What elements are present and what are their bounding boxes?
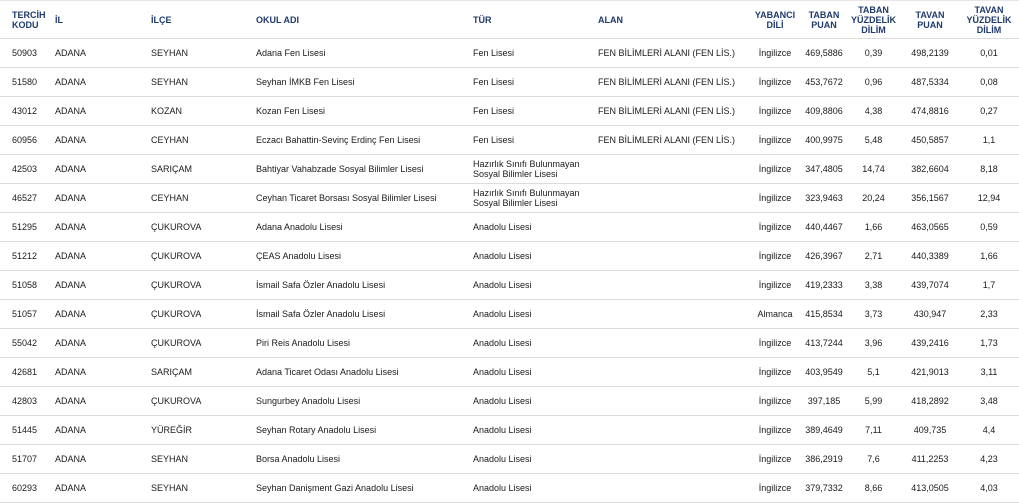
cell-tavan-puan: 413,0505: [911, 482, 949, 493]
cell-taban-puan: 403,9549: [805, 366, 843, 377]
cell-yabanci-dili: İngilizce: [758, 279, 792, 290]
cell-tavan-yuzdelik: 3,48: [980, 395, 998, 406]
cell-taban-yuzdelik: 5,99: [864, 395, 883, 406]
cell-tercih-kodu: 51580: [12, 76, 38, 87]
top-divider: [0, 0, 1019, 1]
cell-taban-puan: 469,5886: [805, 47, 843, 58]
cell-il: ADANA: [55, 424, 87, 435]
cell-taban-yuzdelik: 20,24: [862, 192, 885, 203]
cell-yabanci-dili: İngilizce: [758, 482, 792, 493]
cell-ilce: ÇUKUROVA: [151, 308, 202, 319]
cell-il: ADANA: [55, 337, 87, 348]
cell-okul-adi: İsmail Safa Özler Anadolu Lisesi: [256, 279, 386, 290]
header-taban-puan: TABAN PUAN: [808, 10, 840, 30]
cell-il: ADANA: [55, 453, 87, 464]
cell-tercih-kodu: 51212: [12, 250, 38, 261]
cell-alan: [598, 474, 748, 503]
cell-tercih-kodu: 46527: [12, 192, 38, 203]
cell-il: ADANA: [55, 76, 87, 87]
cell-tur: Anadolu Lisesi: [473, 424, 532, 435]
cell-il: ADANA: [55, 279, 87, 290]
cell-tercih-kodu: 50903: [12, 47, 38, 58]
cell-okul-adi: Adana Fen Lisesi: [256, 47, 326, 58]
cell-tercih-kodu: 42681: [12, 366, 38, 377]
header-taban-yuzdelik: TABAN YÜZDELİK DİLİM: [851, 5, 896, 35]
cell-tur: Fen Lisesi: [473, 105, 515, 116]
table-row: [0, 213, 1019, 242]
cell-okul-adi: Seyhan İMKB Fen Lisesi: [256, 76, 355, 87]
cell-tur: Hazırlık Sınıfı Bulunmayan Sosyal Bilimler Lisesi: [473, 158, 580, 179]
cell-okul-adi: Borsa Anadolu Lisesi: [256, 453, 341, 464]
cell-alan: [598, 300, 748, 329]
cell-taban-puan: 347,4805: [805, 163, 843, 174]
cell-yabanci-dili: Almanca: [757, 308, 793, 319]
cell-tavan-puan: 474,8816: [911, 105, 949, 116]
cell-alan: FEN BİLİMLERİ ALANI (FEN LİS.): [598, 47, 736, 58]
cell-tercih-kodu: 42803: [12, 395, 38, 406]
cell-taban-puan: 409,8806: [805, 105, 843, 116]
cell-okul-adi: Kozan Fen Lisesi: [256, 105, 326, 116]
cell-tavan-yuzdelik: 4,4: [982, 424, 996, 435]
cell-taban-puan: 379,7332: [805, 482, 843, 493]
cell-tur: Anadolu Lisesi: [473, 279, 532, 290]
cell-tavan-puan: 382,6604: [911, 163, 949, 174]
cell-tercih-kodu: 51295: [12, 221, 38, 232]
cell-tur: Anadolu Lisesi: [473, 250, 532, 261]
cell-taban-yuzdelik: 7,6: [867, 453, 880, 464]
table-row: [0, 300, 1019, 329]
cell-tercih-kodu: 55042: [12, 337, 38, 348]
cell-okul-adi: Adana Anadolu Lisesi: [256, 221, 343, 232]
header-yabanci-dili: YABANCI DİLİ: [754, 10, 796, 30]
cell-tavan-puan: 409,735: [913, 424, 947, 435]
table-body: [0, 39, 1019, 503]
cell-alan: [598, 242, 748, 271]
cell-tur: Anadolu Lisesi: [473, 221, 532, 232]
header-il: İL: [55, 15, 63, 25]
cell-okul-adi: Piri Reis Anadolu Lisesi: [256, 337, 351, 348]
cell-ilce: CEYHAN: [151, 192, 189, 203]
cell-tavan-puan: 430,947: [913, 308, 947, 319]
cell-tur: Hazırlık Sınıfı Bulunmayan Sosyal Bilimler Lisesi: [473, 187, 580, 208]
cell-ilce: ÇUKUROVA: [151, 279, 202, 290]
cell-il: ADANA: [55, 250, 87, 261]
cell-tercih-kodu: 51445: [12, 424, 38, 435]
cell-il: ADANA: [55, 192, 87, 203]
table-row: [0, 155, 1019, 184]
cell-tur: Anadolu Lisesi: [473, 482, 532, 493]
cell-ilce: YÜREĞİR: [151, 424, 193, 435]
cell-yabanci-dili: İngilizce: [758, 250, 792, 261]
cell-yabanci-dili: İngilizce: [758, 366, 792, 377]
cell-tur: Fen Lisesi: [473, 76, 515, 87]
cell-ilce: SEYHAN: [151, 482, 189, 493]
cell-tur: Anadolu Lisesi: [473, 453, 532, 464]
header-ilce: İLÇE: [151, 15, 172, 25]
cell-taban-puan: 419,2333: [805, 279, 843, 290]
cell-tavan-yuzdelik: 8,18: [980, 163, 998, 174]
cell-tercih-kodu: 60956: [12, 134, 38, 145]
cell-yabanci-dili: İngilizce: [758, 453, 792, 464]
cell-alan: [598, 358, 748, 387]
cell-tavan-yuzdelik: 0,08: [980, 76, 998, 87]
cell-tur: Fen Lisesi: [473, 134, 515, 145]
cell-ilce: SEYHAN: [151, 47, 189, 58]
cell-ilce: ÇUKUROVA: [151, 395, 202, 406]
cell-tavan-puan: 418,2892: [911, 395, 949, 406]
cell-taban-puan: 440,4467: [805, 221, 843, 232]
header-tavan-yuzdelik: TAVAN YÜZDELİK DİLİM: [966, 5, 1012, 35]
cell-taban-yuzdelik: 0,96: [864, 76, 883, 87]
cell-yabanci-dili: İngilizce: [758, 424, 792, 435]
table-header-row: [0, 2, 1019, 39]
cell-tavan-puan: 439,2416: [911, 337, 949, 348]
cell-yabanci-dili: İngilizce: [758, 221, 792, 232]
table-row: [0, 97, 1019, 126]
table-row: [0, 184, 1019, 213]
cell-alan: [598, 416, 748, 445]
cell-alan: [598, 184, 748, 213]
table-row: [0, 242, 1019, 271]
cell-il: ADANA: [55, 308, 87, 319]
cell-tercih-kodu: 43012: [12, 105, 38, 116]
cell-il: ADANA: [55, 105, 87, 116]
cell-tavan-yuzdelik: 1,1: [982, 134, 996, 145]
cell-tavan-yuzdelik: 2,33: [980, 308, 998, 319]
cell-tercih-kodu: 42503: [12, 163, 38, 174]
cell-taban-puan: 397,185: [807, 395, 841, 406]
table-row: [0, 271, 1019, 300]
cell-taban-yuzdelik: 7,11: [865, 424, 882, 435]
cell-il: ADANA: [55, 395, 87, 406]
cell-tavan-puan: 487,5334: [911, 76, 949, 87]
table-row: [0, 329, 1019, 358]
cell-yabanci-dili: İngilizce: [758, 47, 792, 58]
cell-alan: FEN BİLİMLERİ ALANI (FEN LİS.): [598, 76, 736, 87]
cell-il: ADANA: [55, 366, 87, 377]
cell-taban-yuzdelik: 0,39: [864, 47, 883, 58]
cell-tavan-puan: 439,7074: [911, 279, 949, 290]
school-score-table: [0, 2, 1019, 503]
cell-il: ADANA: [55, 221, 87, 232]
cell-ilce: SARIÇAM: [151, 366, 193, 377]
cell-yabanci-dili: İngilizce: [758, 105, 792, 116]
cell-taban-puan: 415,8534: [805, 308, 843, 319]
header-tur: TÜR: [473, 15, 492, 25]
cell-tavan-yuzdelik: 4,23: [980, 453, 998, 464]
cell-okul-adi: Sungurbey Anadolu Lisesi: [256, 395, 361, 406]
cell-yabanci-dili: İngilizce: [758, 395, 792, 406]
table-row: [0, 126, 1019, 155]
cell-yabanci-dili: İngilizce: [758, 192, 792, 203]
cell-alan: FEN BİLİMLERİ ALANI (FEN LİS.): [598, 134, 736, 145]
table-row: [0, 68, 1019, 97]
header-alan: ALAN: [598, 15, 623, 25]
cell-il: ADANA: [55, 134, 87, 145]
cell-tur: Anadolu Lisesi: [473, 337, 532, 348]
cell-ilce: KOZAN: [151, 105, 183, 116]
cell-taban-yuzdelik: 5,48: [864, 134, 883, 145]
table-row: [0, 358, 1019, 387]
cell-yabanci-dili: İngilizce: [758, 163, 792, 174]
cell-ilce: CEYHAN: [151, 134, 189, 145]
cell-ilce: SEYHAN: [151, 453, 189, 464]
cell-tur: Anadolu Lisesi: [473, 395, 532, 406]
cell-tavan-yuzdelik: 1,73: [980, 337, 998, 348]
cell-tercih-kodu: 51057: [12, 308, 38, 319]
cell-okul-adi: Eczacı Bahattin-Sevinç Erdinç Fen Lisesi: [256, 134, 421, 145]
cell-taban-puan: 386,2919: [805, 453, 843, 464]
cell-okul-adi: Seyhan Rotary Anadolu Lisesi: [256, 424, 377, 435]
cell-il: ADANA: [55, 47, 87, 58]
cell-taban-puan: 389,4649: [805, 424, 843, 435]
cell-taban-puan: 323,9463: [805, 192, 843, 203]
cell-il: ADANA: [55, 482, 87, 493]
cell-ilce: SEYHAN: [151, 76, 189, 87]
cell-okul-adi: Ceyhan Ticaret Borsası Sosyal Bilimler Lisesi: [256, 192, 437, 203]
cell-tavan-yuzdelik: 1,7: [982, 279, 996, 290]
cell-taban-yuzdelik: 14,74: [862, 163, 885, 174]
cell-ilce: SARIÇAM: [151, 163, 193, 174]
cell-ilce: ÇUKUROVA: [151, 250, 202, 261]
cell-okul-adi: Bahtiyar Vahabzade Sosyal Bilimler Lisesi: [256, 163, 424, 174]
cell-tavan-yuzdelik: 12,94: [977, 192, 1001, 203]
table-row: [0, 416, 1019, 445]
cell-tavan-puan: 356,1567: [911, 192, 949, 203]
cell-taban-yuzdelik: 4,38: [864, 105, 883, 116]
cell-taban-yuzdelik: 8,66: [864, 482, 883, 493]
cell-taban-puan: 426,3967: [805, 250, 843, 261]
cell-taban-yuzdelik: 5,1: [867, 366, 880, 377]
cell-alan: [598, 155, 748, 184]
header-tavan-puan: TAVAN PUAN: [915, 10, 945, 30]
cell-tercih-kodu: 51707: [12, 453, 38, 464]
cell-yabanci-dili: İngilizce: [758, 76, 792, 87]
header-tercih-kodu: TERCİH KODU: [12, 10, 46, 30]
table-row: [0, 387, 1019, 416]
cell-taban-yuzdelik: 2,71: [864, 250, 883, 261]
cell-taban-puan: 453,7672: [805, 76, 843, 87]
header-okul-adi: OKUL ADI: [256, 15, 300, 25]
cell-tavan-puan: 411,2253: [911, 453, 949, 464]
cell-tavan-puan: 440,3389: [911, 250, 949, 261]
table-row: [0, 445, 1019, 474]
cell-taban-yuzdelik: 3,96: [864, 337, 883, 348]
cell-tur: Anadolu Lisesi: [473, 366, 532, 377]
cell-tavan-yuzdelik: 0,59: [980, 221, 998, 232]
cell-alan: [598, 445, 748, 474]
cell-okul-adi: Seyhan Danişment Gazi Anadolu Lisesi: [256, 482, 414, 493]
cell-taban-yuzdelik: 1,66: [864, 221, 883, 232]
cell-yabanci-dili: İngilizce: [758, 134, 792, 145]
table-row: [0, 474, 1019, 503]
cell-ilce: ÇUKUROVA: [151, 221, 202, 232]
cell-tercih-kodu: 51058: [12, 279, 38, 290]
cell-okul-adi: İsmail Safa Özler Anadolu Lisesi: [256, 308, 386, 319]
cell-tavan-puan: 421,9013: [911, 366, 949, 377]
cell-tavan-puan: 463,0565: [911, 221, 949, 232]
cell-tavan-yuzdelik: 0,01: [980, 47, 998, 58]
cell-alan: [598, 213, 748, 242]
cell-tavan-yuzdelik: 1,66: [980, 250, 998, 261]
table-row: [0, 39, 1019, 68]
cell-yabanci-dili: İngilizce: [758, 337, 792, 348]
cell-tavan-yuzdelik: 3,11: [980, 366, 998, 377]
cell-tercih-kodu: 60293: [12, 482, 38, 493]
cell-alan: FEN BİLİMLERİ ALANI (FEN LİS.): [598, 105, 736, 116]
cell-tavan-yuzdelik: 4,03: [980, 482, 998, 493]
cell-ilce: ÇUKUROVA: [151, 337, 202, 348]
cell-tavan-puan: 450,5857: [911, 134, 949, 145]
cell-alan: [598, 329, 748, 358]
cell-il: ADANA: [55, 163, 87, 174]
cell-alan: [598, 387, 748, 416]
cell-taban-yuzdelik: 3,38: [864, 279, 883, 290]
cell-alan: [598, 271, 748, 300]
cell-tavan-puan: 498,2139: [911, 47, 949, 58]
cell-taban-yuzdelik: 3,73: [864, 308, 883, 319]
cell-tavan-yuzdelik: 0,27: [980, 105, 998, 116]
cell-tur: Anadolu Lisesi: [473, 308, 532, 319]
cell-okul-adi: ÇEAS Anadolu Lisesi: [256, 250, 342, 261]
cell-taban-puan: 400,9975: [805, 134, 843, 145]
cell-tur: Fen Lisesi: [473, 47, 515, 58]
cell-taban-puan: 413,7244: [805, 337, 843, 348]
cell-okul-adi: Adana Ticaret Odası Anadolu Lisesi: [256, 366, 399, 377]
